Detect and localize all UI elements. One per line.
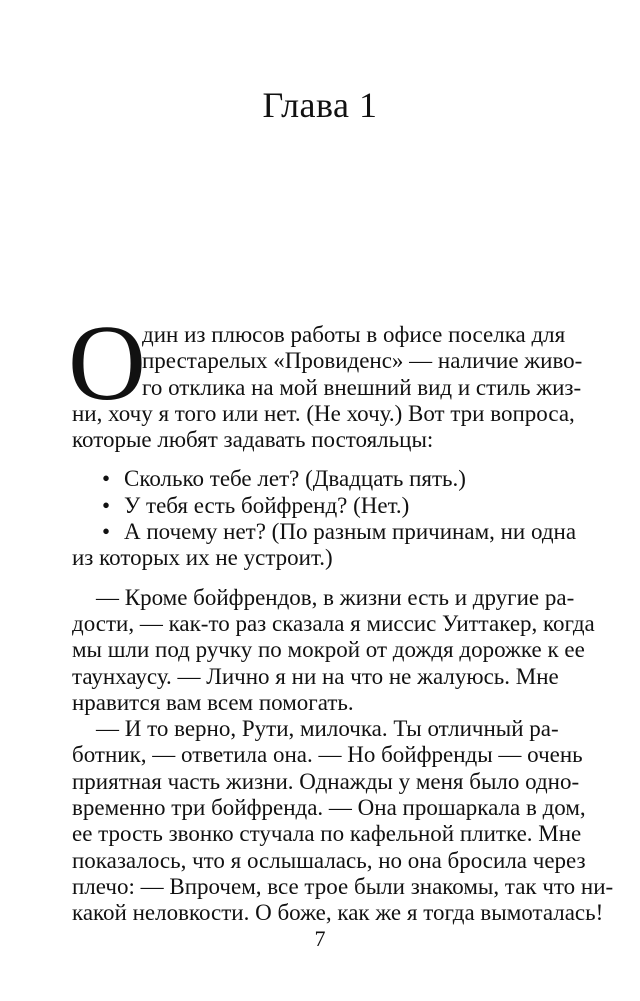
opening-paragraph xyxy=(68,304,583,453)
text-line: которые любят задавать постояльцы: xyxy=(72,427,434,453)
bullet-icon: • xyxy=(102,519,111,545)
text-line: приятная часть жизни. Однажды у меня было одно- xyxy=(72,768,580,794)
text-line: ее трость звонко стучала по кафельной плитке. Мне xyxy=(72,821,582,847)
text-line: го отклика на мой внешний вид и стиль жиз- xyxy=(142,374,582,400)
chapter-title: Глава 1 xyxy=(262,85,378,125)
dialogue-paragraph xyxy=(72,716,614,926)
text-line: временно три бойфренда. — Она прошаркала в дом, xyxy=(72,795,586,821)
text-line: ботник, — ответила она. — Но бойфренды — очень xyxy=(72,742,583,768)
list-item-text: А почему нет? (По разным причинам, ни одна xyxy=(124,519,577,545)
text-line: какой неловкости. О боже, как же я тогда вымоталась! xyxy=(72,900,604,926)
text-line: ни, хочу я того или нет. (Не хочу.) Вот три вопроса, xyxy=(72,400,575,426)
text-line: нравится вам всем помогать. xyxy=(72,689,354,715)
page-number: 7 xyxy=(314,926,326,951)
body-text xyxy=(68,304,614,927)
text-line: плечо: — Впрочем, все трое были знакомы, так что ни- xyxy=(72,873,614,899)
text-line: — Кроме бойфрендов, в жизни есть и другие ра- xyxy=(96,584,575,610)
text-line: — И то верно, Рути, милочка. Ты отличный ра- xyxy=(96,716,559,742)
text-line: дин из плюсов работы в офисе поселка для xyxy=(142,322,566,347)
text-line: таунхаусу. — Лично я ни на что не жалуюсь. Мне xyxy=(72,663,559,689)
list-item xyxy=(72,493,558,519)
list-item-text: У тебя есть бойфренд? (Нет.) xyxy=(124,492,410,518)
list-item-continuation: из которых их не устроит.) xyxy=(72,545,333,571)
list-item-text: Сколько тебе лет? (Двадцать пять.) xyxy=(124,466,466,492)
drop-cap: О xyxy=(68,304,146,423)
question-list xyxy=(72,466,577,571)
text-line: мы шли под ручку по мокрой от дождя дорожке к ее xyxy=(72,637,585,663)
text-line: престарелых «Провиденс» — наличие живо- xyxy=(142,348,583,374)
list-item xyxy=(72,466,558,492)
bullet-icon: • xyxy=(102,466,111,492)
bullet-icon: • xyxy=(102,492,111,518)
text-line: показалось, что я ослышалась, но она бросила через xyxy=(72,847,586,873)
text-line: дости, — как-то раз сказала я миссис Уиттакер, когда xyxy=(72,610,595,636)
list-item xyxy=(72,519,577,545)
dialogue-paragraph xyxy=(72,584,595,716)
